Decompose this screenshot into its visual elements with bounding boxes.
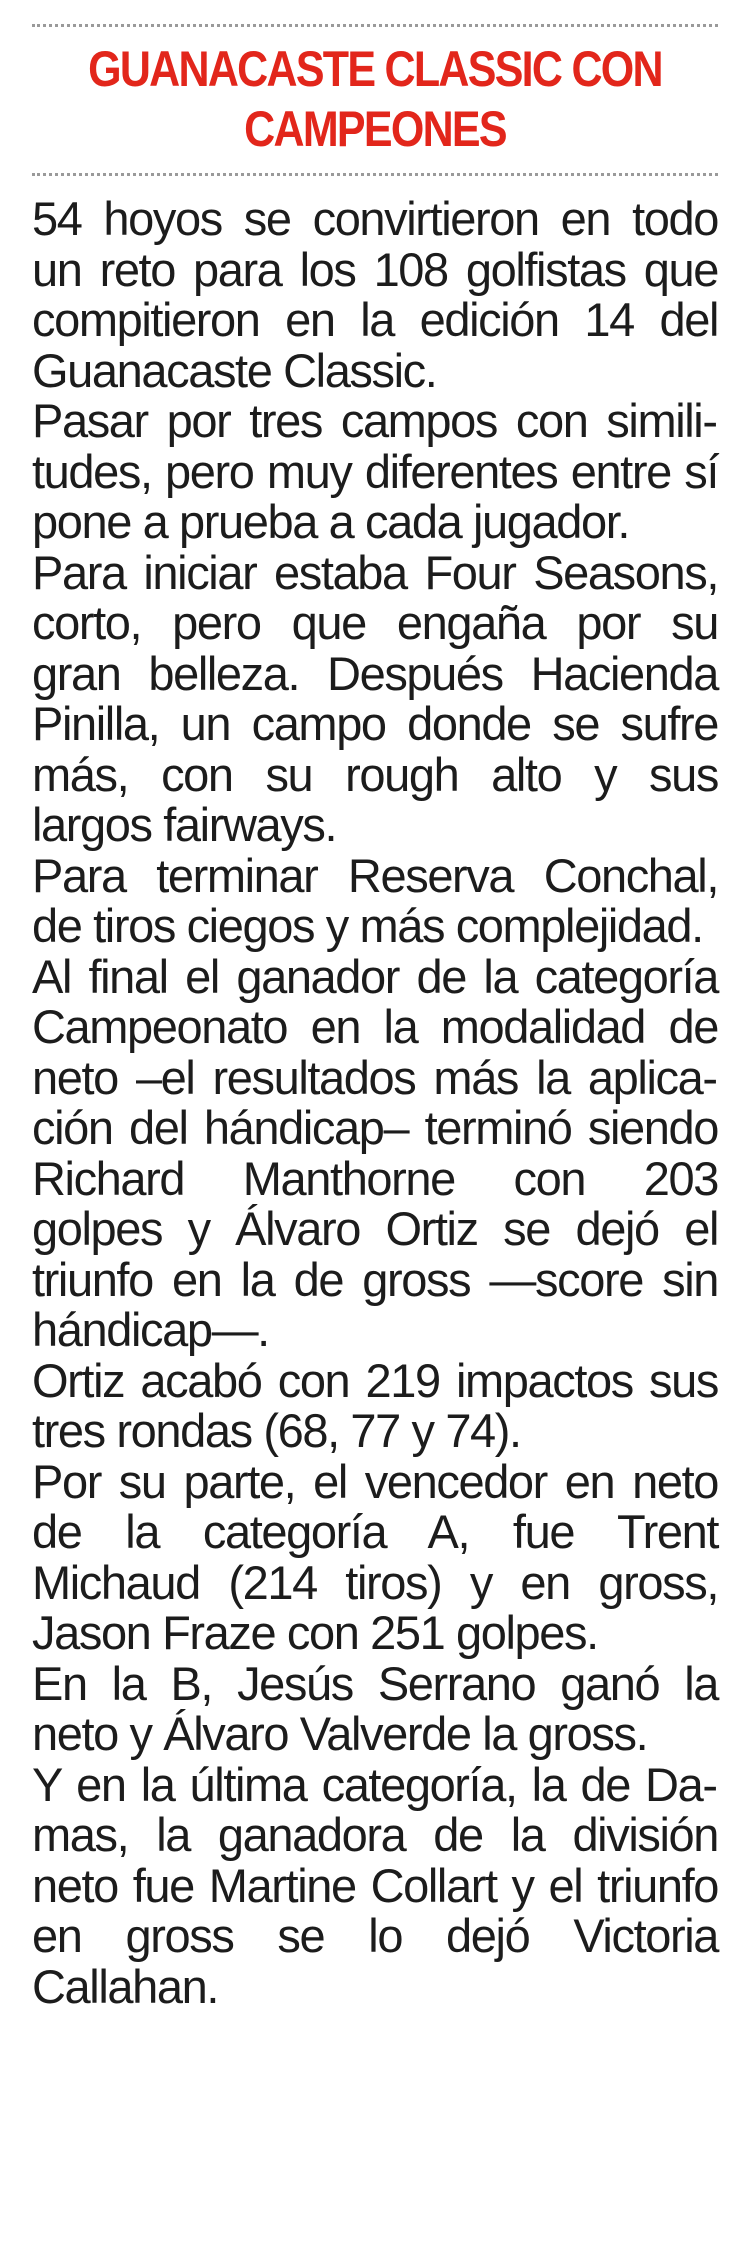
article-paragraph: Para iniciar estaba Four Seasons, corto, pero que engaña por su gran belleza. Después Hacienda Pinilla, un campo donde se sufre más, con su rough alto y sus largos fairways. <box>32 545 718 851</box>
article-paragraph: Para terminar Reserva Conchal, de tiros ciegos y más complejidad. <box>32 848 718 952</box>
news-article <box>32 24 718 2012</box>
article-paragraph: En la B, Jesús Serrano ganó la neto y Álvaro Valverde la gross. <box>32 1656 718 1760</box>
article-headline: GUANACASTE CLASSIC CON CAMPEONES <box>88 41 662 157</box>
article-paragraph: Por su parte, el vencedor en neto de la categoría A, fue Trent Michaud (214 tiros) y en gross, Jason Fraze con 251 golpes. <box>32 1454 718 1659</box>
article-paragraph: Al final el ganador de la categoría Campeonato en la modalidad de neto –el resultados más la aplicación del hándicap– terminó siendo Richard Manthorne con 203 golpes y Álvaro Ortiz se dejó el triunfo en la de gross —score sin hándicap—. <box>32 949 718 1356</box>
article-paragraph: Ortiz acabó con 219 impactos sus tres rondas (68, 77 y 74). <box>32 1353 718 1457</box>
article-body <box>32 194 718 2012</box>
article-paragraph: Pasar por tres campos con similitudes, pero muy diferentes entre sí pone a prueba a cada jugador. <box>32 394 718 548</box>
article-paragraph: Y en la última categoría, la de Damas, la ganadora de la división neto fue Martine Collart y el triunfo en gross se lo dejó Victoria Callahan. <box>32 1757 718 2013</box>
bottom-dotted-divider <box>32 173 718 176</box>
top-dotted-divider <box>32 24 718 27</box>
article-paragraph: 54 hoyos se convirtieron en todo un reto para los 108 golfistas que compitieron en la edición 14 del Guanacaste Classic. <box>32 192 718 397</box>
